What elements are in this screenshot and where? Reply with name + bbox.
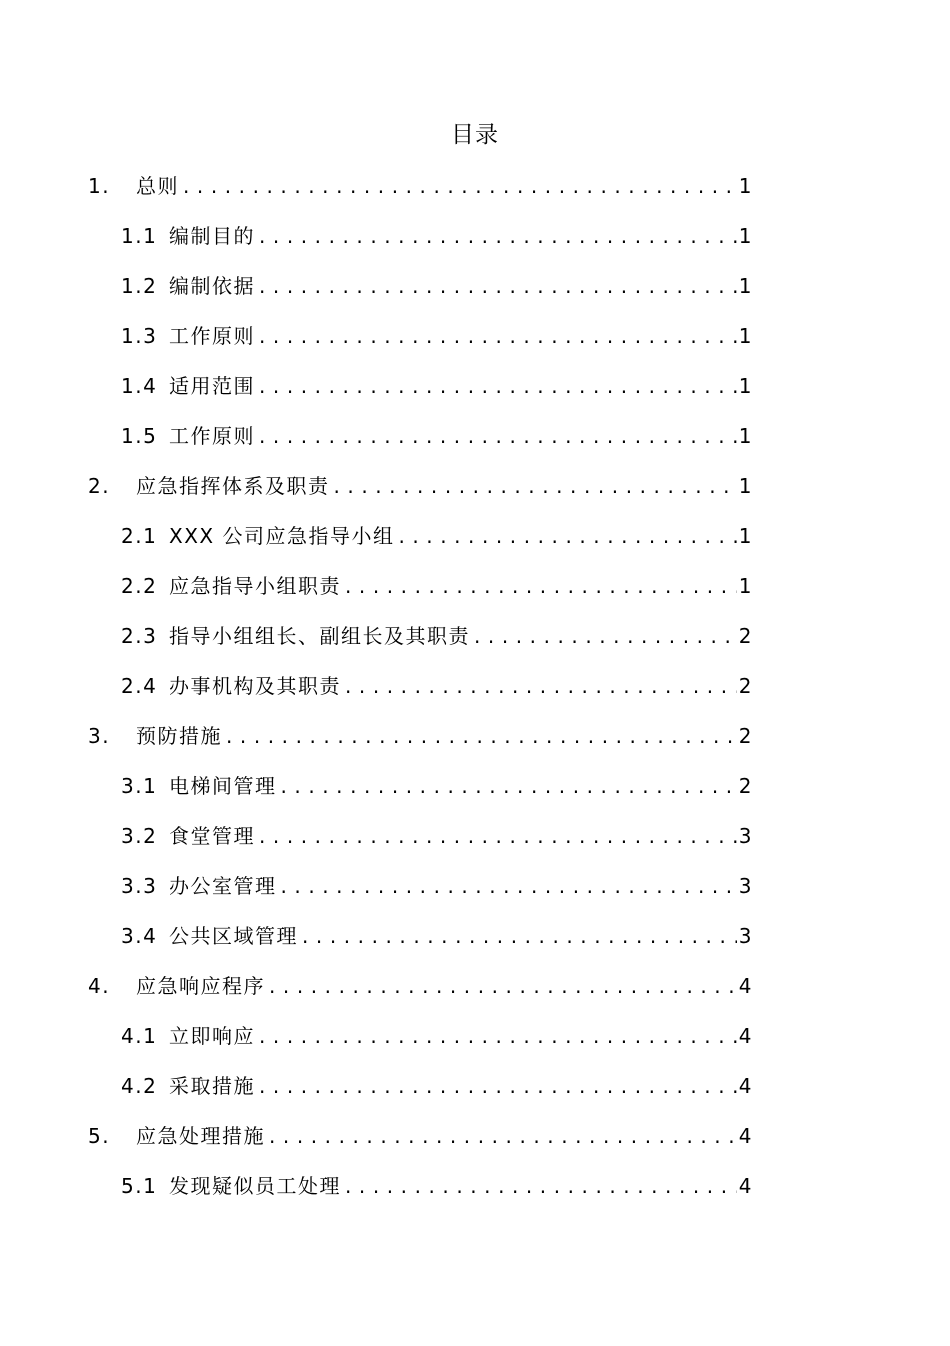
toc-entry[interactable]	[121, 1068, 753, 1104]
toc-entry-page-number: 1	[738, 424, 753, 448]
toc-entry[interactable]	[88, 718, 753, 754]
toc-entry-number: 1.3	[121, 324, 158, 348]
toc-entry[interactable]	[121, 918, 753, 954]
toc-entry-number: 3.1	[121, 774, 158, 798]
toc-entry-label: 适用范围	[169, 374, 255, 398]
toc-entry-number: 1.5	[121, 424, 158, 448]
toc-entry-number: 3.	[88, 724, 111, 748]
toc-dot-leader	[302, 918, 737, 954]
toc-dot-leader	[474, 618, 737, 654]
toc-entry-number: 4.	[88, 974, 111, 998]
toc-entry-label: 编制目的	[169, 224, 255, 248]
toc-entry[interactable]	[88, 168, 753, 204]
toc-dot-leader	[259, 1018, 737, 1054]
toc-entry-number: 4.1	[121, 1024, 158, 1048]
toc-entry[interactable]	[121, 568, 753, 604]
toc-dot-leader	[259, 318, 737, 354]
toc-entry-page-number: 1	[738, 174, 753, 198]
toc-entry-label: 工作原则	[169, 324, 255, 348]
toc-entry-page-number: 2	[738, 724, 753, 748]
toc-entry-page-number: 2	[738, 624, 753, 648]
toc-entry-number: 3.4	[121, 924, 158, 948]
toc-dot-leader	[281, 768, 737, 804]
toc-dot-leader	[345, 1168, 737, 1204]
toc-title: 目录	[451, 122, 499, 148]
toc-entry-page-number: 4	[738, 1124, 753, 1148]
toc-entry-number: 5.	[88, 1124, 111, 1148]
toc-dot-leader	[345, 568, 737, 604]
toc-entry-label: 立即响应	[169, 1024, 255, 1048]
toc-entry-page-number: 1	[738, 324, 753, 348]
toc-entry-page-number: 1	[738, 524, 753, 548]
toc-dot-leader	[398, 518, 736, 554]
toc-entry-label: 公共区域管理	[169, 924, 298, 948]
toc-entry-page-number: 3	[738, 924, 753, 948]
toc-entry[interactable]	[121, 368, 753, 404]
toc-entry-label: 指导小组组长、副组长及其职责	[169, 624, 470, 648]
toc-entry-page-number: 1	[738, 274, 753, 298]
toc-entry-label: 总则	[136, 174, 179, 198]
toc-entry[interactable]	[121, 868, 753, 904]
toc-dot-leader	[334, 468, 737, 504]
toc-dot-leader	[259, 818, 737, 854]
toc-entry[interactable]	[121, 418, 753, 454]
toc-dot-leader	[183, 168, 737, 204]
toc-entry-number: 3.2	[121, 824, 158, 848]
toc-entry-number: 5.1	[121, 1174, 158, 1198]
toc-entry[interactable]	[88, 468, 753, 504]
toc-entry-label: 发现疑似员工处理	[169, 1174, 341, 1198]
toc-entry-page-number: 2	[738, 674, 753, 698]
toc-entry-label: 办公室管理	[169, 874, 277, 898]
toc-entry[interactable]	[121, 1168, 753, 1204]
toc-dot-leader	[269, 968, 737, 1004]
toc-dot-leader	[226, 718, 737, 754]
toc-dot-leader	[259, 218, 737, 254]
toc-entry-number: 1.	[88, 174, 111, 198]
toc-dot-leader	[259, 418, 737, 454]
toc-entry-page-number: 1	[738, 574, 753, 598]
toc-entry-label: 应急处理措施	[136, 1124, 265, 1148]
toc-entry-page-number: 4	[738, 974, 753, 998]
toc-entry[interactable]	[121, 668, 753, 704]
toc-entry-page-number: 1	[738, 474, 753, 498]
toc-entry-label: 预防措施	[136, 724, 222, 748]
toc-entry-label: 应急响应程序	[136, 974, 265, 998]
toc-entry-number: 2.4	[121, 674, 158, 698]
toc-dot-leader	[281, 868, 737, 904]
toc-entry-number: 2.3	[121, 624, 158, 648]
toc-entry[interactable]	[121, 818, 753, 854]
toc-entry-number: 2.	[88, 474, 111, 498]
toc-entry-number: 4.2	[121, 1074, 158, 1098]
toc-entry-number: 2.2	[121, 574, 158, 598]
toc-entry-number: 3.3	[121, 874, 158, 898]
toc-dot-leader	[269, 1118, 737, 1154]
toc-entry-label: 应急指导小组职责	[169, 574, 341, 598]
toc-entry-label: 办事机构及其职责	[169, 674, 341, 698]
toc-entry[interactable]	[121, 518, 753, 554]
toc-entry[interactable]	[88, 968, 753, 1004]
toc-entry-label: 工作原则	[169, 424, 255, 448]
toc-dot-leader	[259, 368, 737, 404]
toc-entry[interactable]	[121, 318, 753, 354]
toc-dot-leader	[259, 268, 737, 304]
toc-entry[interactable]	[121, 618, 753, 654]
toc-entry[interactable]	[121, 768, 753, 804]
toc-entry-page-number: 3	[738, 874, 753, 898]
toc-entry-number: 1.2	[121, 274, 158, 298]
toc-entry-label: 电梯间管理	[169, 774, 277, 798]
toc-entry-label: 编制依据	[169, 274, 255, 298]
toc-entry-number: 1.4	[121, 374, 158, 398]
toc-entry[interactable]	[121, 1018, 753, 1054]
toc-entry-page-number: 1	[738, 374, 753, 398]
toc-entry-page-number: 4	[738, 1174, 753, 1198]
toc-entry-page-number: 2	[738, 774, 753, 798]
toc-dot-leader	[345, 668, 737, 704]
toc-dot-leader	[259, 1068, 737, 1104]
toc-entry-page-number: 4	[738, 1074, 753, 1098]
toc-entry-page-number: 3	[738, 824, 753, 848]
toc-entry-label: 采取措施	[169, 1074, 255, 1098]
toc-entry[interactable]	[121, 218, 753, 254]
toc-entry-number: 1.1	[121, 224, 158, 248]
toc-entry-label: 食堂管理	[169, 824, 255, 848]
toc-entry-page-number: 4	[738, 1024, 753, 1048]
toc-entry[interactable]	[121, 268, 753, 304]
toc-entry-page-number: 1	[738, 224, 753, 248]
toc-entry-label: XXX 公司应急指导小组	[169, 524, 395, 548]
toc-entry[interactable]	[88, 1118, 753, 1154]
toc-entry-label: 应急指挥体系及职责	[136, 474, 330, 498]
toc-entry-number: 2.1	[121, 524, 158, 548]
